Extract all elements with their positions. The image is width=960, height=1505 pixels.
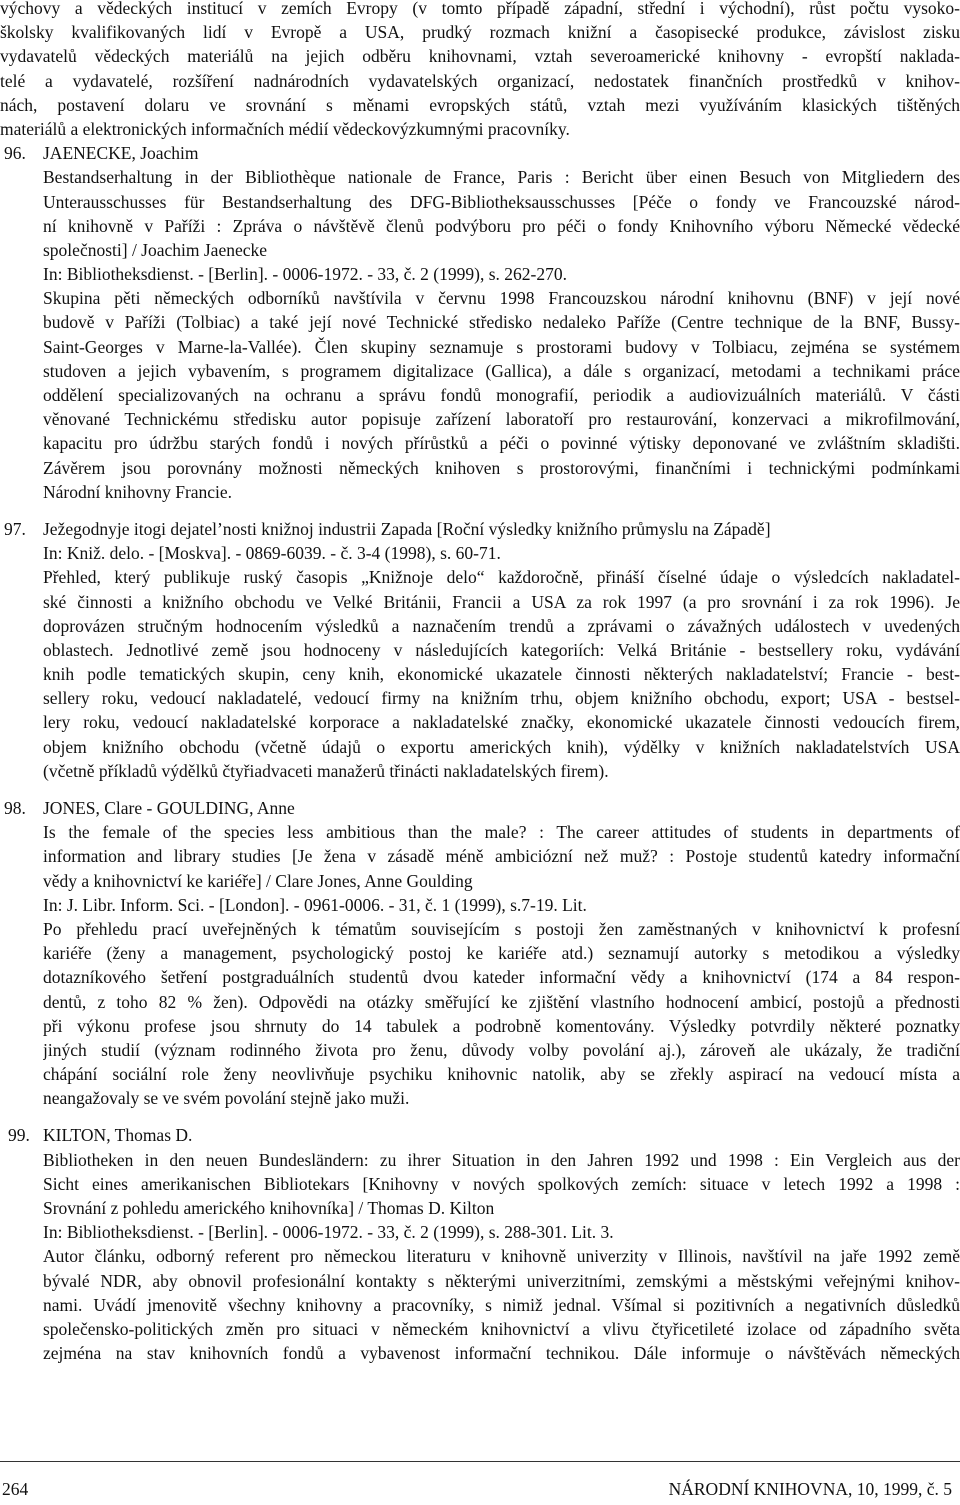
entry-line: Sicht eines amerikanischen Bibliotekars [Knihovny v nových spolkových zemích: situace v letech 1992 a 1998 : (43, 1173, 960, 1194)
abstract-line: školsky kvalifikovaných lidí v Evropě a USA, prudký rozmach knižní a časopisecké produkce, závislost zisku (0, 22, 960, 43)
continued-abstract (0, 0, 960, 141)
entry-line: společensko-politických změn pro situaci v německém knihovnictví a vlivu čtyřicetileté izolace od západního světa (43, 1318, 960, 1339)
entry-line: Saint-Georges v Marne-la-Vallée). Člen skupiny seznamuje s prostorami budovy v Tolbiacu, zejména se systémem (43, 336, 960, 357)
entry-line: Skupina pěti německých odborníků navštívila v červnu 1998 Francouzskou národní knihovnu (BNF) v její nové (43, 288, 960, 309)
abstract-line: vydavatelů vědeckých materiálů na jejich odběru knihovnami, vztah severoamerické knihovny - evropští naklada- (0, 46, 960, 67)
entry-line: nami. Uvádí jmenovitě všechny knihovny a pracovníky, s nimiž jednal. Všímal si pozitivních a negativních důsledků (43, 1294, 960, 1315)
entry-line: dentů, z toho 82 % žen). Odpovědi na otázky směřující ke zjištění vlastního hodnocení ambicí, postojů a přednosti (43, 991, 960, 1012)
entry-line: kapacitu pro údržbu starých fondů i nových přírůstků a péči o povinné výtisky deponované ve zvláštním skladišti. (43, 433, 960, 454)
entry-line: sellery roku, vedoucí nakladatelé, vedoucí firmy na knižním trhu, objem knižního obchodu, export; USA - bestsel- (43, 688, 960, 709)
entry-line: In: Bibliotheksdienst. - [Berlin]. - 0006-1972. - 33, č. 2 (1999), s. 288-301. Lit. 3. (43, 1222, 614, 1243)
entry-line: bývalé NDR, aby obnovil profesionální kontakty s některými univerzitními, zemskými a městskými veřejnými knihov- (43, 1270, 960, 1291)
entry-line: Unterausschusses für Bestandserhaltung des DFG-Bibliotheksausschusses [Péče o fondy ve Francouzské národ- (43, 191, 960, 212)
footer-divider (0, 1461, 960, 1462)
entry-line: Srovnání z pohledu amerického knihovníka] / Thomas D. Kilton (43, 1198, 495, 1218)
entry-line: budově v Paříži (Tolbiac) a také její nové Technické středisko nedaleko Paříže (Centre technique de la BNF, Bussy- (43, 312, 960, 333)
bibliography-entry (0, 141, 960, 504)
entry-heading: Ježegodnyje itogi dejatel’nosti knižnoj industrii Zapada [Roční výsledky knižního průmyslu na Západě] (43, 518, 771, 539)
entry-line: (včetně příkladů výdělků čtyřiadvaceti manažerů třinácti nakladatelských firem). (43, 760, 609, 781)
entry-line: information and library studies [Je žena v zásadě méně ambiciózní než muž? : Postoje studentů katedry informační (43, 846, 960, 867)
entry-line: chápání sociální role ženy neovlivňuje psychiku knihovnic natolik, aby se zřekly aspirací na vedoucí místa a (43, 1064, 960, 1085)
entry-line: In: Bibliotheksdienst. - [Berlin]. - 0006-1972. - 33, č. 2 (1999), s. 262-270. (43, 264, 567, 285)
entry-line: neangažovaly se ve svém povolání stejně jako muži. (43, 1088, 410, 1109)
entry-line: In: J. Libr. Inform. Sci. - [London]. - 0961-0006. - 31, č. 1 (1999), s.7-19. Lit. (43, 894, 587, 915)
entry-line: Po přehledu prací uveřejněných k tématům souvisejícím s postoji žen zaměstnaných v knihovnictví k profesní (43, 918, 960, 939)
entry-line: In: Kniž. delo. - [Moskva]. - 0869-6039. - č. 3-4 (1998), s. 60-71. (43, 543, 501, 564)
entry-line: jiných studií (význam rodinného života pro ženu, důvody volby povolání aj.), zároveň ale ukázaly, že tradiční (43, 1039, 960, 1060)
entry-heading: JAENECKE, Joachim (43, 143, 199, 164)
bibliography-entry (0, 517, 960, 783)
entry-line: oblastech. Jednotlivé země jsou hodnoceny v následujících kategoriích: Velká Británie - bestsellery roku, vydávání (43, 639, 960, 660)
bibliography-entry (0, 796, 960, 1110)
entry-heading: KILTON, Thomas D. (43, 1125, 193, 1146)
entry-line: Autor článku, odborný referent pro německou literaturu v knihovně univerzity v Illinois, navštívil na jaře 1992 země (43, 1246, 960, 1267)
entry-line: věnované Technickému středisku autor popisuje zařízení laboratoří pro restaurování, konzervaci a mikrofilmování, (43, 409, 960, 430)
journal-citation: NÁRODNÍ KNIHOVNA, 10, 1999, č. 5 (668, 1479, 952, 1499)
entry-heading: JONES, Clare - GOULDING, Anne (43, 798, 295, 818)
entry-line: Bibliotheken in den neuen Bundesländern: zu ihrer Situation in den Jahren 1992 und 1998 : Ein Vergleich aus der (43, 1149, 960, 1170)
abstract-line: materiálů a elektronických informačních médií vědeckovýzkumnými pracovníky. (0, 118, 570, 139)
entry-number: 98. (4, 798, 26, 818)
entry-number: 99. (8, 1125, 30, 1146)
abstract-line: telé a vydavatelé, rozšíření nadnárodních vydavatelských organizací, nedostatek finančních prostředků v knihov- (0, 70, 960, 91)
entry-line: doprovázen stručným hodnocením výsledků a naznačením trendů a zprávami o závažných událostech v uvedených (43, 615, 960, 636)
entry-line: oddělení specializovaných na ochranu a správu fondů monografií, periodik a audiovizuálních materiálů. V části (43, 385, 960, 405)
bibliography-entries (0, 141, 960, 1365)
entry-line: objem knižního obchodu (včetně údajů o exportu amerických knih), výdělky v knižních nakladatelstvích USA (43, 736, 960, 757)
entry-line: Is the female of the species less ambitious than the male? : The career attitudes of students in departments of (43, 822, 960, 843)
abstract-line: nách, postavení dolaru ve srovnání s měnami evropských států, vztah mezi využíváním klasických tištěných (0, 94, 960, 115)
entry-line: při výkonu profese jsou shrnuty do 14 tabulek a podrobně komentovány. Výsledky potvrdily některé poznatky (43, 1015, 960, 1036)
entry-number: 97. (4, 518, 26, 539)
entry-line: Bestandserhaltung in der Bibliothèque nationale de France, Paris : Bericht über einen Besuch von Mitgliedern des (43, 167, 960, 188)
entry-line: společnosti] / Joachim Jaenecke (43, 239, 268, 260)
entry-line: kariéře (ženy a management, psychologický postoj ke kariéře atd.) seznamují autorky s metodikou a výsledky (43, 943, 960, 964)
bibliography-entry (0, 1123, 960, 1365)
entry-line: ské činnosti a knižního obchodu ve Velké Británii, Francii a USA za rok 1997 (a pro srovnání i za rok 1996). Je (43, 591, 960, 612)
entry-line: knih podle tematických skupin, ceny knih, ekonomické ukazatele činnosti některých nakladatelství; Francie - best- (43, 664, 960, 685)
entry-line: ní knihovně v Paříži : Zpráva o návštěvě členů podvýboru pro péči o fondy Knihovního výboru Německé vědecké (43, 215, 960, 236)
entry-line: lery roku, vedoucí nakladatelské korporace a nakladatelské značky, ekonomické ukazatele činnosti vedoucích firem, (43, 712, 960, 733)
entry-line: vědy a knihovnictví ke kariéře] / Clare Jones, Anne Goulding (43, 870, 473, 891)
entry-line: zejména na stav knihovních fondů a vybavenost informační technikou. Dále informuje o návštěvách německých (43, 1343, 960, 1364)
entry-line: Přehled, který publikuje ruský časopis „Knižnoje delo“ každoročně, přináší číselné údaje o výsledcích nakladatel- (43, 567, 960, 588)
entry-line: dotazníkového šetření postgraduálních studentů dvou kateder informační vědy a knihovnictví (174 a 84 respon- (43, 967, 960, 988)
page-number: 264 (2, 1479, 29, 1499)
abstract-line: výchovy a vědeckých institucí v zemích Evropy (v tomto případě západní, střední i východní), růst počtu vysoko- (0, 0, 960, 18)
entry-line: studoven a jejich vybavením, s programem digitalizace (Gallica), a dále s organizací, metodami a technikami práce (43, 360, 960, 381)
entry-line: Závěrem jsou porovnány možnosti německých knihoven s prostorovými, finančními i technickými podmínkami (43, 457, 960, 478)
entry-number: 96. (4, 143, 26, 164)
entry-line: Národní knihovny Francie. (43, 481, 233, 502)
